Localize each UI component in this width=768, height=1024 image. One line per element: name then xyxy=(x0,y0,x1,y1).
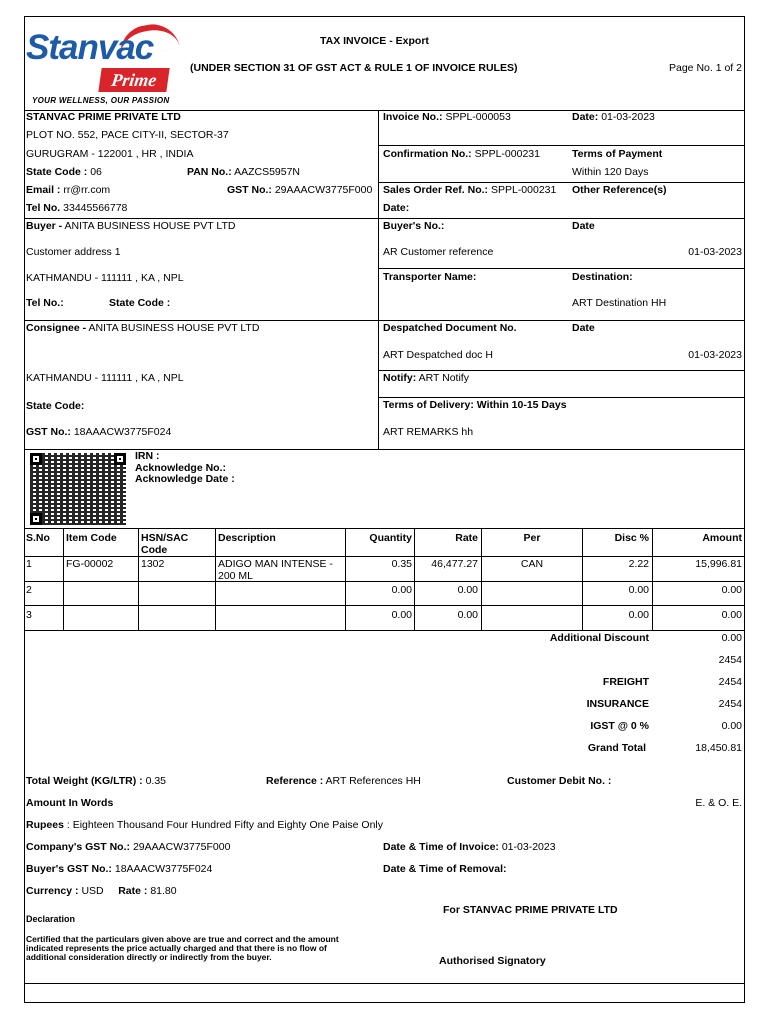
invoice-title: TAX INVOICE - Export xyxy=(320,35,429,47)
buyer-tel-label: Tel No.: xyxy=(26,297,64,309)
eoe: E. & O. E. xyxy=(695,797,742,809)
terms-of-payment-label: Terms of Payment xyxy=(572,148,663,160)
additional-discount-label: Additional Discount xyxy=(549,632,649,644)
row-sno: 3 xyxy=(26,609,32,621)
declaration-line-1: Certified that the particulars given above are true and correct and the amount xyxy=(26,934,339,944)
col-per: Per xyxy=(523,532,541,544)
despatched-date-label: Date xyxy=(572,322,595,334)
seller-address-2: GURUGRAM - 122001 , HR , INDIA xyxy=(26,148,194,160)
qr-finder-top-left xyxy=(30,453,42,465)
company-gst: Company's GST No.: 29AAACW3775F000 xyxy=(26,841,231,853)
row-quantity: 0.00 xyxy=(391,609,412,621)
row-quantity: 0.35 xyxy=(391,558,412,570)
other-references-label: Other Reference(s) xyxy=(572,184,667,196)
declaration-line-2: indicated represents the price actually charged and that there is no flow of xyxy=(26,943,327,953)
logo-tagline: YOUR WELLNESS, OUR PASSION xyxy=(32,96,170,105)
ar-customer-reference: AR Customer reference xyxy=(383,246,494,258)
qr-finder-bottom-left xyxy=(30,513,42,525)
buyer-address-1: Customer address 1 xyxy=(26,246,121,258)
insurance: 2454 xyxy=(718,698,742,710)
buyer-name: Buyer - ANITA BUSINESS HOUSE PVT LTD xyxy=(26,220,236,232)
insurance-label: INSURANCE xyxy=(586,698,649,710)
grand-total: 18,450.81 xyxy=(695,742,742,754)
col-quantity: Quantity xyxy=(369,532,412,544)
row-disc: 0.00 xyxy=(628,609,649,621)
consignee-address: KATHMANDU - 111111 , KA , NPL xyxy=(26,372,184,384)
removal-datetime-label: Date & Time of Removal: xyxy=(383,863,507,875)
sales-order-ref: Sales Order Ref. No.: SPPL-000231 xyxy=(383,184,557,196)
row-description: ADIGO MAN INTENSE - 200 ML xyxy=(218,558,333,582)
seller-tel: Tel No. 33445566778 xyxy=(26,202,128,214)
buyer-gst: Buyer's GST No.: 18AAACW3775F024 xyxy=(26,863,213,875)
row-hsn: 1302 xyxy=(141,558,165,570)
row-per: CAN xyxy=(520,558,544,570)
notify: Notify: ART Notify xyxy=(383,372,469,384)
acknowledge-number-label: Acknowledge No.: xyxy=(135,462,227,474)
page-number: Page No. 1 of 2 xyxy=(669,62,742,74)
seller-pan: PAN No.: AAZCS5957N xyxy=(187,166,301,178)
igst-label: IGST @ 0 % xyxy=(590,720,649,732)
destination-label: Destination: xyxy=(572,271,633,283)
freight-label: FREIGHT xyxy=(602,676,649,688)
qr-code xyxy=(30,453,126,525)
col-sno: S.No xyxy=(26,532,50,544)
row-sno: 2 xyxy=(26,584,32,596)
row-sno: 1 xyxy=(26,558,32,570)
authorised-signatory: Authorised Signatory xyxy=(439,955,546,967)
despatched-doc: ART Despatched doc H xyxy=(383,349,493,361)
buyers-date-label: Date xyxy=(572,220,595,232)
grand-total-label: Grand Total xyxy=(587,742,646,754)
invoice-subtitle: (UNDER SECTION 31 OF GST ACT & RULE 1 OF INVOICE RULES) xyxy=(190,62,518,74)
row-rate: 0.00 xyxy=(457,584,478,596)
buyers-number-label: Buyer's No.: xyxy=(383,220,445,232)
amount-in-words-label: Amount In Words xyxy=(26,797,114,809)
terms-of-payment: Within 120 Days xyxy=(572,166,649,178)
buyer-state-code-label: State Code : xyxy=(109,297,171,309)
igst: 0.00 xyxy=(721,720,742,732)
col-description: Description xyxy=(218,532,276,544)
ar-reference-date: 01-03-2023 xyxy=(688,246,742,258)
irn-label: IRN : xyxy=(135,450,160,462)
row-disc: 0.00 xyxy=(628,584,649,596)
buyer-address-2: KATHMANDU - 111111 , KA , NPL xyxy=(26,272,184,284)
row-rate: 46,477.27 xyxy=(431,558,478,570)
row-amount: 0.00 xyxy=(721,584,742,596)
consignee-state-code-label: State Code: xyxy=(26,400,85,412)
declaration-line-3: additional consideration directly or indirectly from the buyer. xyxy=(26,952,272,962)
invoice-datetime: Date & Time of Invoice: 01-03-2023 xyxy=(383,841,556,853)
terms-of-delivery: Terms of Delivery: Within 10-15 Days xyxy=(383,399,567,411)
col-rate: Rate xyxy=(455,532,478,544)
row-amount: 15,996.81 xyxy=(695,558,742,570)
invoice-number: Invoice No.: SPPL-000053 xyxy=(383,111,511,123)
consignee-name: Consignee - ANITA BUSINESS HOUSE PVT LTD xyxy=(26,322,260,334)
transporter-label: Transporter Name: xyxy=(383,271,477,283)
col-hsn-code: HSN/SAC Code xyxy=(141,532,189,556)
despatched-date: 01-03-2023 xyxy=(688,349,742,361)
amount-in-words: Rupees : Eighteen Thousand Four Hundred Fifty and Eighty One Paise Only xyxy=(26,819,384,831)
col-disc: Disc % xyxy=(614,532,649,544)
customer-debit-label: Customer Debit No. : xyxy=(507,775,612,787)
row-amount: 0.00 xyxy=(721,609,742,621)
invoice-date: Date: 01-03-2023 xyxy=(572,111,655,123)
row-quantity: 0.00 xyxy=(391,584,412,596)
unlabeled-charge: 2454 xyxy=(718,654,742,666)
additional-discount: 0.00 xyxy=(721,632,742,644)
invoice-frame xyxy=(24,16,745,1003)
seller-gst: GST No.: 29AAACW3775F000 xyxy=(227,184,373,196)
currency: Currency : USD Rate : 81.80 xyxy=(26,885,177,897)
logo-sub: Prime xyxy=(98,68,169,92)
seller-state-code: State Code : 06 xyxy=(26,166,102,178)
qr-finder-top-right xyxy=(114,453,126,465)
for-company: For STANVAC PRIME PRIVATE LTD xyxy=(443,904,618,916)
confirmation-number: Confirmation No.: SPPL-000231 xyxy=(383,148,540,160)
row-disc: 2.22 xyxy=(628,558,649,570)
seller-name: STANVAC PRIME PRIVATE LTD xyxy=(26,111,181,123)
row-rate: 0.00 xyxy=(457,609,478,621)
declaration-label: Declaration xyxy=(26,914,76,924)
freight: 2454 xyxy=(718,676,742,688)
row-item-code: FG-00002 xyxy=(66,558,114,570)
total-weight: Total Weight (KG/LTR) : 0.35 xyxy=(26,775,167,787)
seller-email: Email : rr@rr.com xyxy=(26,184,111,196)
logo-brand: Stanvac xyxy=(26,28,154,67)
acknowledge-date-label: Acknowledge Date : xyxy=(135,473,235,485)
remarks: ART REMARKS hh xyxy=(383,426,474,438)
sales-order-date-label: Date: xyxy=(383,202,410,214)
reference: Reference : ART References HH xyxy=(266,775,421,787)
consignee-gst: GST No.: 18AAACW3775F024 xyxy=(26,426,172,438)
destination: ART Destination HH xyxy=(572,297,667,309)
seller-address-1: PLOT NO. 552, PACE CITY-II, SECTOR-37 xyxy=(26,129,229,141)
despatched-doc-label: Despatched Document No. xyxy=(383,322,517,334)
col-item-code: Item Code xyxy=(66,532,117,544)
col-amount: Amount xyxy=(702,532,742,544)
